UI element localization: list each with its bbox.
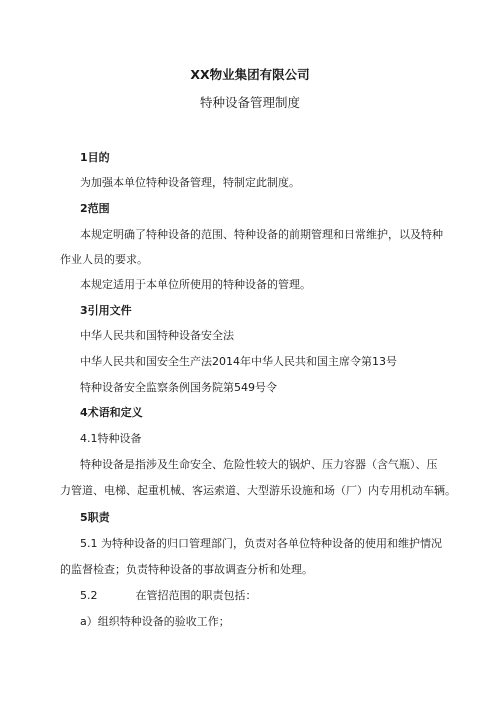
section-4-1-line-2: 力管道、电梯、起重机械、客运索道、大型游乐设施和场（厂）内专用机动车辆。	[60, 484, 456, 497]
section-1-heading: 1目的	[80, 151, 110, 164]
section-5-2-text: 在管招范围的职责包括：	[135, 589, 257, 602]
section-5-1-line-2: 的监督检查；负责特种设备的事故调查分析和处理。	[60, 563, 313, 576]
reference-2: 中华人民共和国安全生产法2014年中华人民共和国主席令第13号	[80, 355, 397, 368]
company-name: XX物业集团有限公司	[190, 67, 310, 82]
section-4-heading: 4术语和定义	[80, 406, 143, 419]
section-5-2-item-a: a）组织特种设备的验收工作；	[80, 615, 230, 628]
section-5-1-line-1: 5.1 为特种设备的归口管理部门，负责对各单位特种设备的使用和维护情况	[80, 537, 442, 550]
document-title: 特种设备管理制度	[199, 95, 300, 110]
section-5-heading: 5职责	[80, 511, 110, 524]
section-2-heading: 2范围	[80, 202, 110, 215]
section-2-para-1-line-1: 本规定明确了特种设备的范围、特种设备的前期管理和日常维护，以及特种	[80, 228, 443, 241]
section-2-para-2: 本规定适用于本单位所使用的特种设备的管理。	[80, 278, 311, 291]
section-4-1-line-1: 特种设备是指涉及生命安全、危险性较大的锅炉、压力容器（含气瓶）、压	[80, 458, 438, 471]
reference-1: 中华人民共和国特种设备安全法	[80, 329, 234, 342]
section-1-text: 为加强本单位特种设备管理，特制定此制度。	[80, 176, 300, 189]
section-3-heading: 3引用文件	[80, 304, 132, 317]
section-4-1-heading: 4.1特种设备	[80, 432, 142, 445]
reference-3: 特种设备安全监察条例国务院第549号令	[80, 381, 277, 394]
section-2-para-1-line-2: 作业人员的要求。	[60, 253, 148, 266]
section-5-2-number: 5.2	[80, 589, 98, 602]
section-5-2	[80, 588, 450, 604]
